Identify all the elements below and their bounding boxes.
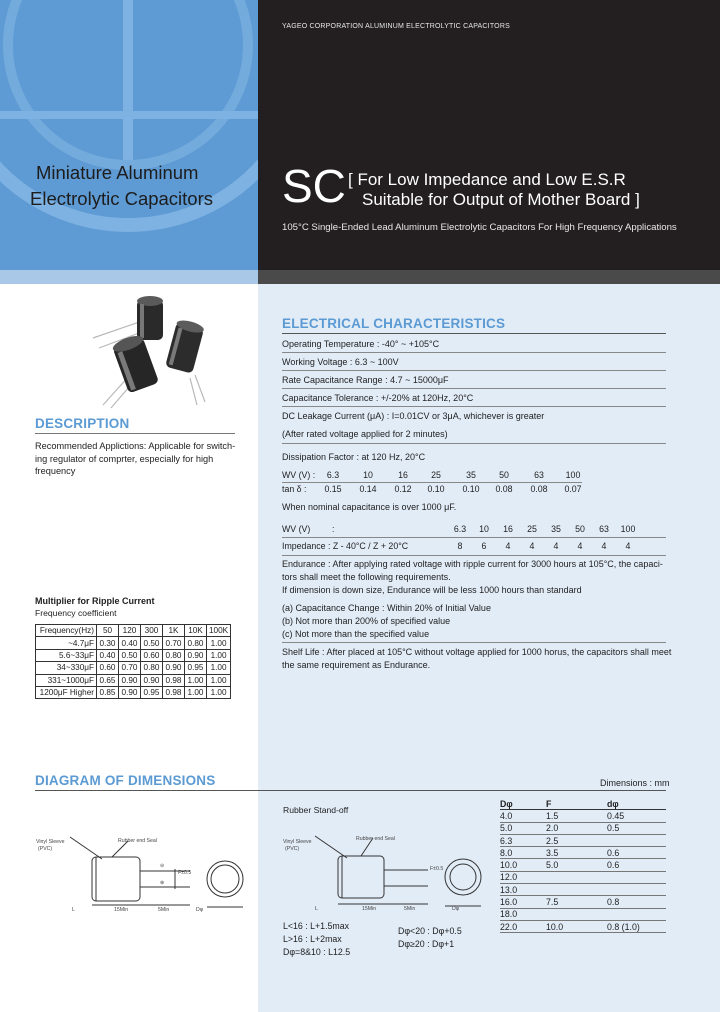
capacitor-product-image — [85, 290, 225, 410]
imp-wv-value: 63 — [599, 524, 609, 534]
dissipation-factor: Dissipation Factor : at 120 Hz, 20°C — [282, 452, 426, 462]
f-label: F±0.5 — [178, 870, 192, 876]
table-cell: ~4.7μF — [36, 637, 97, 649]
table-cell: 5.6~33μF — [36, 649, 97, 661]
table-row — [500, 834, 666, 846]
header-brand-panel — [0, 0, 258, 270]
operating-temp: Operating Temperature : -40° ~ +105°C — [282, 339, 440, 349]
table-cell: 0.98 — [163, 686, 185, 698]
description-line: Recommended Applictions: Applicable for switch- — [35, 441, 236, 451]
imp-row — [282, 541, 666, 553]
dimension-diagram-standard — [30, 815, 250, 920]
wv-value: 10 — [363, 470, 373, 480]
table-cell: Dφ — [500, 798, 546, 810]
dimensions-rule — [35, 790, 666, 791]
table-cell: 16.0 — [500, 896, 546, 908]
divider — [282, 352, 666, 353]
lead-15-label-2: 15Min — [362, 906, 377, 912]
endurance-line1: Endurance : After applying rated voltage with ripple current for 3000 hours at 105°C, the capaci- — [282, 559, 663, 569]
page-title-line2: Electrolytic Capacitors — [30, 188, 214, 209]
divider — [282, 406, 666, 407]
table-cell: 0.45 — [607, 810, 666, 822]
d-label-2: Dφ — [452, 906, 460, 912]
table-row — [500, 847, 666, 859]
requirement-c: (c) Not more than the specified value — [282, 629, 430, 639]
shelf-life-line2: the same requirement as Endurance. — [282, 660, 431, 670]
table-cell — [546, 871, 607, 883]
table-cell: 8.0 — [500, 847, 546, 859]
table-cell — [607, 908, 666, 920]
table-cell: 100K — [207, 625, 231, 637]
table-cell: 0.6 — [607, 859, 666, 871]
f-label-2: F±0.5 — [430, 866, 444, 872]
lead-note: Dφ=8&10 : L12.5 — [283, 947, 351, 957]
series-code: SC — [282, 160, 346, 212]
table-cell: 3.5 — [546, 847, 607, 859]
imp-value: 4 — [577, 541, 583, 551]
requirement-a: (a) Capacitance Change : Within 20% of Initial Value — [282, 603, 491, 613]
lead-5-label: 5Min — [158, 907, 170, 913]
table-cell: 1.00 — [185, 674, 207, 686]
tan-value: 0.14 — [359, 484, 377, 494]
tan-value: 0.08 — [530, 484, 548, 494]
imp-wv-value: 6.3 — [453, 524, 467, 534]
ripple-heading: Multiplier for Ripple Current — [35, 596, 155, 606]
table-cell: 50 — [97, 625, 119, 637]
table-cell: 0.98 — [163, 674, 185, 686]
description-line: ing regulator of comprter, especially for high — [35, 453, 214, 464]
wv-value: 25 — [431, 470, 441, 480]
electrical-rule — [282, 333, 666, 334]
table-cell: 0.85 — [97, 686, 119, 698]
table-cell: 1.00 — [207, 674, 231, 686]
table-cell: 0.70 — [119, 662, 141, 674]
l-label-2: L — [315, 906, 318, 912]
divider — [282, 388, 666, 389]
table-cell: 300 — [141, 625, 163, 637]
dc-leakage: DC Leakage Current (μA) : I=0.01CV or 3μA, whichever is greater — [282, 411, 545, 421]
divider — [282, 642, 666, 643]
table-row — [500, 871, 666, 883]
table-row — [500, 920, 666, 932]
rubber-standoff-label: Rubber Stand-off — [283, 805, 349, 815]
table-row — [36, 686, 231, 698]
lead-note: L>16 : L+2max — [283, 934, 342, 944]
tan-value: 0.10 — [462, 484, 480, 494]
table-cell: 4.0 — [500, 810, 546, 822]
rated-capacitance: Rate Capacitance Range : 4.7 ~ 15000μF — [282, 375, 449, 385]
vinyl-sleeve-label-2: Vinyl Sleeve — [283, 839, 312, 845]
minus-mark: ⊖ — [160, 863, 165, 869]
vinyl-sleeve-label: Vinyl Sleeve — [36, 839, 65, 845]
table-cell: 10.0 — [546, 920, 607, 932]
table-cell: 0.80 — [141, 662, 163, 674]
endurance-line2: tors shall meet the following requirements. — [282, 572, 451, 582]
header-band-light — [0, 270, 258, 284]
table-cell: 0.95 — [141, 686, 163, 698]
pvc-label: (PVC) — [38, 846, 53, 852]
imp-value: 4 — [529, 541, 535, 551]
table-cell: 0.90 — [141, 674, 163, 686]
df-wv-row — [282, 470, 666, 482]
table-cell — [607, 834, 666, 846]
table-cell: 1.00 — [207, 662, 231, 674]
table-cell: 0.40 — [119, 637, 141, 649]
table-cell: 1K — [163, 625, 185, 637]
pvc-label-2: (PVC) — [285, 846, 300, 852]
table-cell: 1.00 — [185, 686, 207, 698]
description-text — [35, 440, 240, 478]
table-row — [500, 859, 666, 871]
table-cell: 12.0 — [500, 871, 546, 883]
table-row — [500, 896, 666, 908]
tan-value: 0.15 — [324, 484, 342, 494]
l-label: L — [72, 907, 75, 913]
imp-colon: : — [332, 524, 335, 534]
table-row — [500, 884, 666, 896]
electrical-heading: ELECTRICAL CHARACTERISTICS — [282, 316, 506, 331]
table-cell: 5.0 — [546, 859, 607, 871]
table-cell: 0.60 — [97, 662, 119, 674]
wv-value: 100 — [565, 470, 581, 480]
table-row — [36, 649, 231, 661]
requirement-b: (b) Not more than 200% of specified value — [282, 616, 451, 626]
lead-note: L<16 : L+1.5max — [283, 921, 350, 931]
table-cell: 0.80 — [163, 649, 185, 661]
wv-value: 6.3 — [326, 470, 340, 480]
table-cell: 10K — [185, 625, 207, 637]
table-cell: 2.5 — [546, 834, 607, 846]
page-title-line1: Miniature Aluminum — [36, 162, 199, 183]
table-cell: 0.90 — [119, 674, 141, 686]
table-cell: 0.40 — [97, 649, 119, 661]
table-cell: 331~1000μF — [36, 674, 97, 686]
table-cell — [546, 884, 607, 896]
ripple-table — [35, 624, 231, 699]
tan-value: 0.10 — [427, 484, 445, 494]
working-voltage: Working Voltage : 6.3 ~ 100V — [282, 357, 399, 367]
table-cell: 18.0 — [500, 908, 546, 920]
imp-wv-row — [282, 524, 666, 536]
dimensions-unit: Dimensions : mm — [600, 778, 670, 788]
table-cell: 1200μF Higher — [36, 686, 97, 698]
tan-value: 0.07 — [564, 484, 582, 494]
imp-wv-value: 16 — [503, 524, 513, 534]
table-cell — [607, 884, 666, 896]
tan-label: tan δ : — [282, 484, 307, 494]
divider — [282, 370, 666, 371]
table-cell: 34~330μF — [36, 662, 97, 674]
dc-leakage-note: (After rated voltage applied for 2 minutes) — [282, 429, 448, 439]
header-band-dark — [258, 270, 720, 284]
table-cell: 0.8 (1.0) — [607, 920, 666, 932]
table-cell: 7.5 — [546, 896, 607, 908]
divider — [282, 482, 582, 483]
table-cell — [546, 908, 607, 920]
table-cell: 0.50 — [119, 649, 141, 661]
table-row — [500, 810, 666, 822]
table-cell: 0.30 — [97, 637, 119, 649]
table-row — [500, 822, 666, 834]
description-heading: DESCRIPTION — [35, 416, 130, 431]
imp-wv-value: 10 — [479, 524, 489, 534]
table-row — [500, 908, 666, 920]
ripple-subheading: Frequency coefficient — [35, 608, 117, 618]
wv-value: 50 — [499, 470, 509, 480]
subtitle-line1: [ For Low Impedance and Low E.S.R — [348, 170, 626, 189]
diameter-note: Dφ≥20 : Dφ+1 — [398, 939, 455, 949]
table-cell: 0.70 — [163, 637, 185, 649]
imp-value: 4 — [625, 541, 631, 551]
lead-5-label-2: 5Min — [404, 906, 416, 912]
imp-wv-value: 25 — [527, 524, 537, 534]
divider — [282, 443, 666, 444]
imp-value: 8 — [457, 541, 463, 551]
table-cell: 0.50 — [141, 637, 163, 649]
lead-15-label: 15Min — [114, 907, 129, 913]
impedance-label: Impedance : Z - 40°C / Z + 20°C — [282, 541, 409, 551]
wv-label: WV (V) : — [282, 470, 316, 480]
dimensions-heading: DIAGRAM OF DIMENSIONS — [35, 773, 216, 788]
table-header-row — [36, 625, 231, 637]
imp-value: 6 — [481, 541, 487, 551]
table-cell: 0.65 — [97, 674, 119, 686]
table-cell: 0.6 — [607, 847, 666, 859]
imp-wv-value: 35 — [551, 524, 561, 534]
table-cell: Frequency(Hz) — [36, 625, 97, 637]
imp-value: 4 — [505, 541, 511, 551]
description-line: frequency — [35, 466, 76, 476]
table-cell: 1.5 — [546, 810, 607, 822]
table-cell: dφ — [607, 798, 666, 810]
table-row — [36, 674, 231, 686]
table-cell: 0.90 — [163, 662, 185, 674]
tan-value: 0.08 — [495, 484, 513, 494]
table-cell: 0.90 — [119, 686, 141, 698]
table-cell: 0.60 — [141, 649, 163, 661]
dimension-table — [500, 798, 666, 933]
imp-wv-label: WV (V) — [282, 524, 311, 534]
imp-wv-value: 100 — [620, 524, 636, 534]
wv-value: 16 — [398, 470, 408, 480]
table-cell: 6.3 — [500, 834, 546, 846]
table-cell — [607, 871, 666, 883]
imp-wv-value: 50 — [575, 524, 585, 534]
table-cell: 0.8 — [607, 896, 666, 908]
table-cell: F — [546, 798, 607, 810]
rubber-seal-label: Rubber end Seal — [118, 838, 157, 844]
wv-value: 63 — [534, 470, 544, 480]
d-label: Dφ — [196, 907, 204, 913]
table-cell: 1.00 — [207, 686, 231, 698]
over-1000-note: When nominal capacitance is over 1000 μF. — [282, 502, 457, 512]
tan-value: 0.12 — [394, 484, 412, 494]
table-row — [36, 637, 231, 649]
imp-value: 4 — [601, 541, 607, 551]
table-cell: 0.5 — [607, 822, 666, 834]
table-row — [36, 662, 231, 674]
table-cell: 1.00 — [207, 649, 231, 661]
table-cell: 10.0 — [500, 859, 546, 871]
table-cell: 22.0 — [500, 920, 546, 932]
circle-cross-graphic — [0, 0, 258, 270]
divider — [282, 555, 666, 556]
description-rule — [35, 433, 235, 434]
table-cell: 0.95 — [185, 662, 207, 674]
subtitle-line2: Suitable for Output of Mother Board ] — [362, 190, 640, 209]
table-header-row — [500, 798, 666, 810]
endurance-line3: If dimension is down size, Endurance will be less 1000 hours than standard — [282, 585, 582, 595]
df-tan-row — [282, 484, 666, 496]
plus-mark: ⊕ — [160, 880, 165, 886]
table-cell: 0.90 — [185, 649, 207, 661]
imp-value: 4 — [553, 541, 559, 551]
capacitance-tolerance: Capacitance Tolerance : +/-20% at 120Hz, 20°C — [282, 393, 474, 403]
table-cell: 0.80 — [185, 637, 207, 649]
diameter-note: Dφ<20 : Dφ+0.5 — [398, 926, 462, 936]
tagline: 105°C Single-Ended Lead Aluminum Electrolytic Capacitors For High Frequency Applications — [282, 222, 677, 233]
wv-value: 35 — [466, 470, 476, 480]
dimension-diagram-rubber — [283, 820, 493, 920]
table-cell: 13.0 — [500, 884, 546, 896]
table-cell: 2.0 — [546, 822, 607, 834]
table-cell: 1.00 — [207, 637, 231, 649]
rubber-seal-label-2: Rubber end Seal — [356, 836, 395, 842]
table-cell: 120 — [119, 625, 141, 637]
divider — [282, 537, 666, 538]
table-cell: 5.0 — [500, 822, 546, 834]
shelf-life-line1: Shelf Life : After placed at 105°C without voltage applied for 1000 horus, the capacitors shall meet — [282, 647, 672, 657]
top-note: YAGEO CORPORATION ALUMINUM ELECTROLYTIC CAPACITORS — [282, 23, 510, 30]
